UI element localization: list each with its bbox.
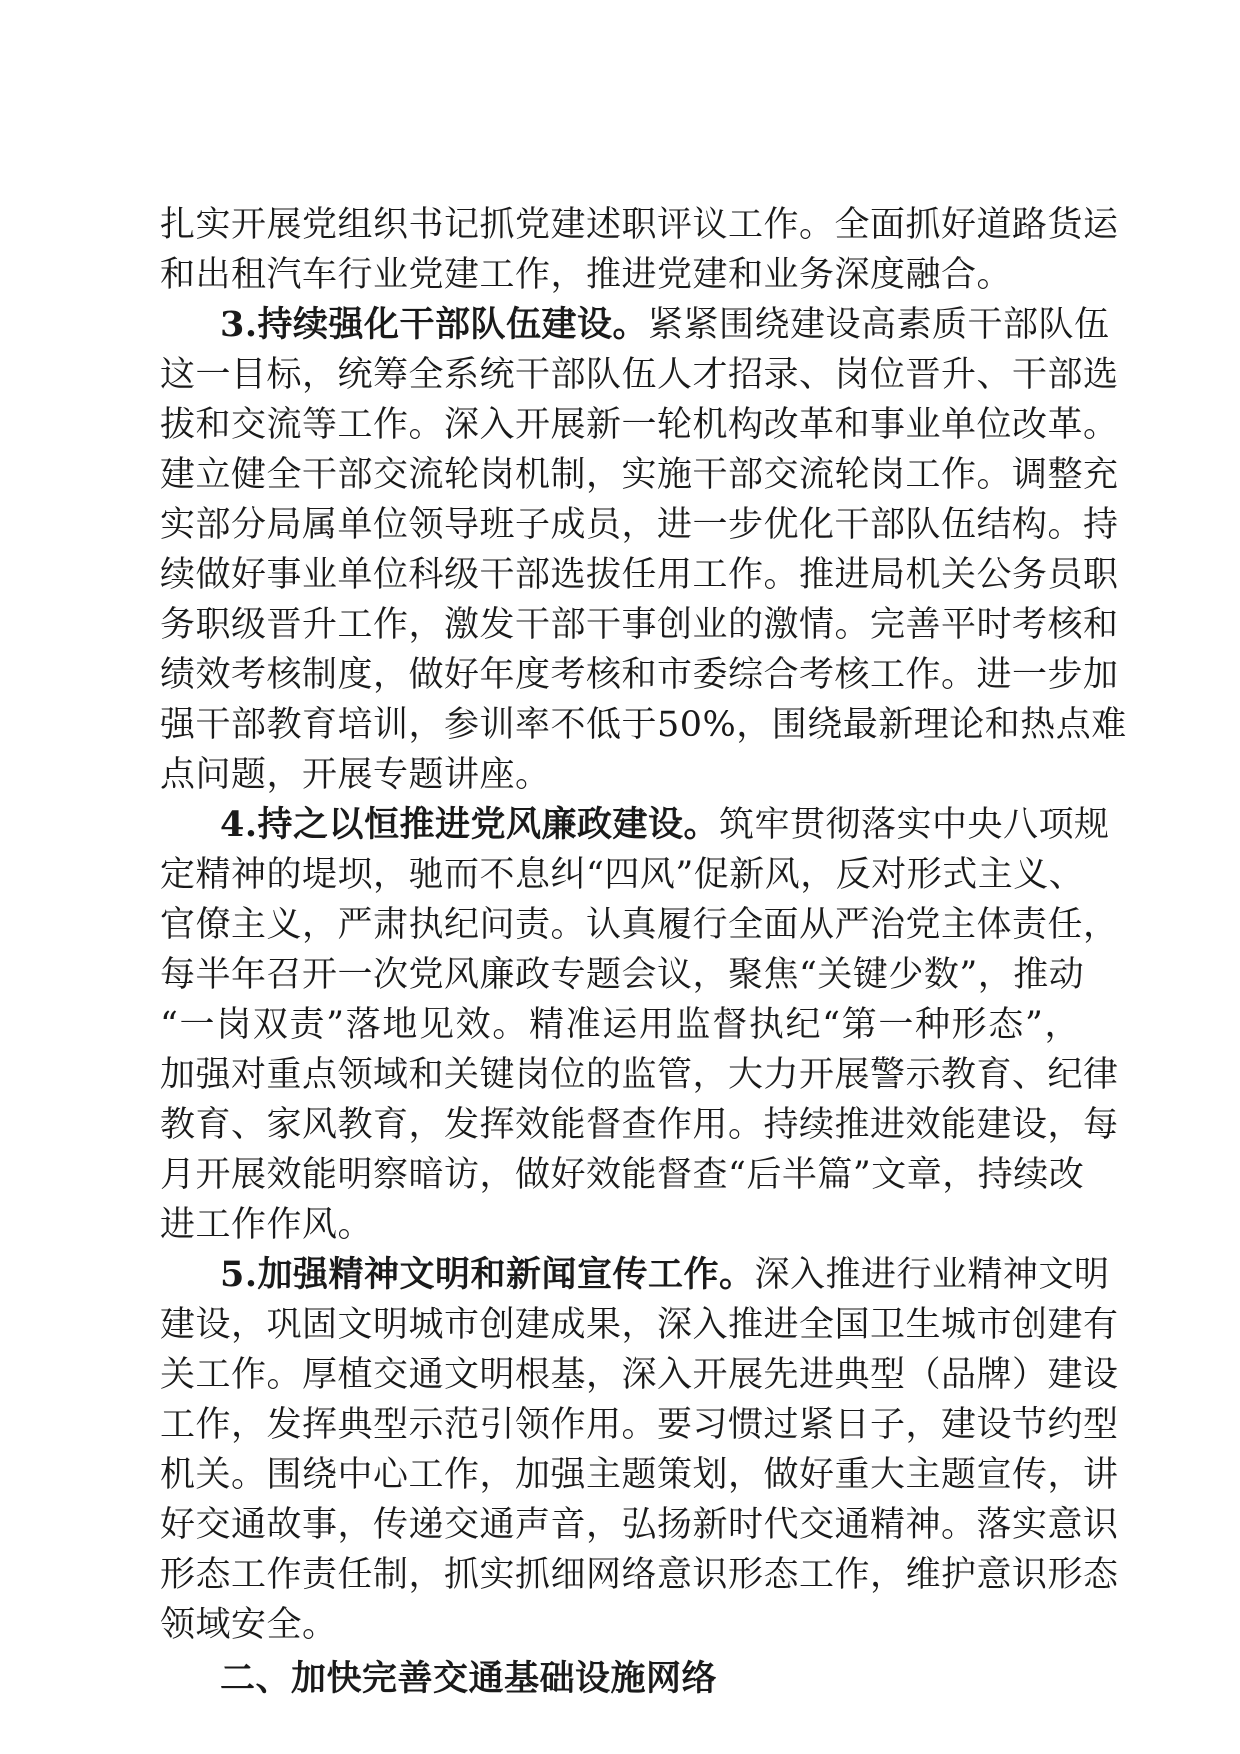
section-5-heading: 5.加强精神文明和新闻宣传工作。 — [220, 1254, 755, 1295]
text-line: 官僚主义，严肃执纪问责。认真履行全面从严治党主体责任， — [160, 905, 1119, 945]
section-4-paragraph — [160, 800, 1119, 1250]
paragraph-first-line — [160, 300, 1110, 350]
intro-paragraph — [160, 200, 1119, 300]
text-line: 工作，发挥典型示范引领作用。要习惯过紧日子，建设节约型 — [160, 1405, 1119, 1445]
text-line: 这一目标，统筹全系统干部队伍人才招录、岗位晋升、干部选 — [160, 355, 1119, 395]
section-3-paragraph — [160, 300, 1127, 800]
paragraph-first-line — [160, 800, 1110, 850]
text-line: 绩效考核制度，做好年度考核和市委综合考核工作。进一步加 — [160, 655, 1119, 695]
text-line: 务职级晋升工作，激发干部干事创业的激情。完善平时考核和 — [160, 605, 1119, 645]
text-line: 实部分局属单位领导班子成员，进一步优化干部队伍结构。持 — [160, 505, 1119, 545]
section-3-heading: 3.持续强化干部队伍建设。 — [220, 304, 649, 345]
text-line: 进工作作风。 — [160, 1205, 374, 1245]
text-line: 拔和交流等工作。深入开展新一轮机构改革和事业单位改革。 — [160, 405, 1119, 445]
text-line: 加强对重点领域和关键岗位的监管，大力开展警示教育、纪律 — [160, 1055, 1119, 1095]
section-5-paragraph — [160, 1250, 1119, 1650]
text-line: 领域安全。 — [160, 1605, 338, 1645]
text-line: 机关。围绕中心工作，加强主题策划，做好重大主题宣传，讲 — [160, 1455, 1119, 1495]
text-line: 关工作。厚植交通文明根基，深入开展先进典型（品牌）建设 — [160, 1355, 1119, 1395]
section-4-heading: 4.持之以恒推进党风廉政建设。 — [220, 804, 720, 845]
text-line: 和出租汽车行业党建工作，推进党建和业务深度融合。 — [160, 255, 1013, 295]
text-line: 点问题，开展专题讲座。 — [160, 755, 551, 795]
text-line: 建设，巩固文明城市创建成果，深入推进全国卫生城市创建有 — [160, 1305, 1119, 1345]
text-line: “一岗双责”落地见效。精准运用监督执纪“第一种形态”， — [160, 1005, 1080, 1045]
text-line: 形态工作责任制，抓实抓细网络意识形态工作，维护意识形态 — [160, 1555, 1119, 1595]
text-line: 定精神的堤坝，驰而不息纠“四风”促新风，反对形式主义、 — [160, 855, 1085, 895]
paragraph-first-line — [160, 1250, 1110, 1300]
chapter-heading: 二、加快完善交通基础设施网络 — [220, 1658, 718, 1699]
document-page — [160, 200, 1127, 1704]
text-line: 好交通故事，传递交通声音，弘扬新时代交通精神。落实意识 — [160, 1505, 1119, 1545]
text-line-rest: 紧紧围绕建设高素质干部队伍 — [648, 305, 1110, 345]
text-line: 续做好事业单位科级干部选拔任用工作。推进局机关公务员职 — [160, 555, 1119, 595]
text-line: 每半年召开一次党风廉政专题会议，聚焦“关键少数”，推动 — [160, 955, 1085, 995]
text-line: 建立健全干部交流轮岗机制，实施干部交流轮岗工作。调整充 — [160, 455, 1119, 495]
text-line-rest: 深入推进行业精神文明 — [754, 1255, 1110, 1295]
text-line: 扎实开展党组织书记抓党建述职评议工作。全面抓好道路货运 — [160, 205, 1119, 245]
text-line: 强干部教育培训，参训率不低于50%，围绕最新理论和热点难 — [160, 705, 1127, 745]
text-line-rest: 筑牢贯彻落实中央八项规 — [719, 805, 1110, 845]
text-line: 月开展效能明察暗访，做好效能督查“后半篇”文章，持续改 — [160, 1155, 1085, 1195]
text-line: 教育、家风教育，发挥效能督查作用。持续推进效能建设，每 — [160, 1105, 1119, 1145]
